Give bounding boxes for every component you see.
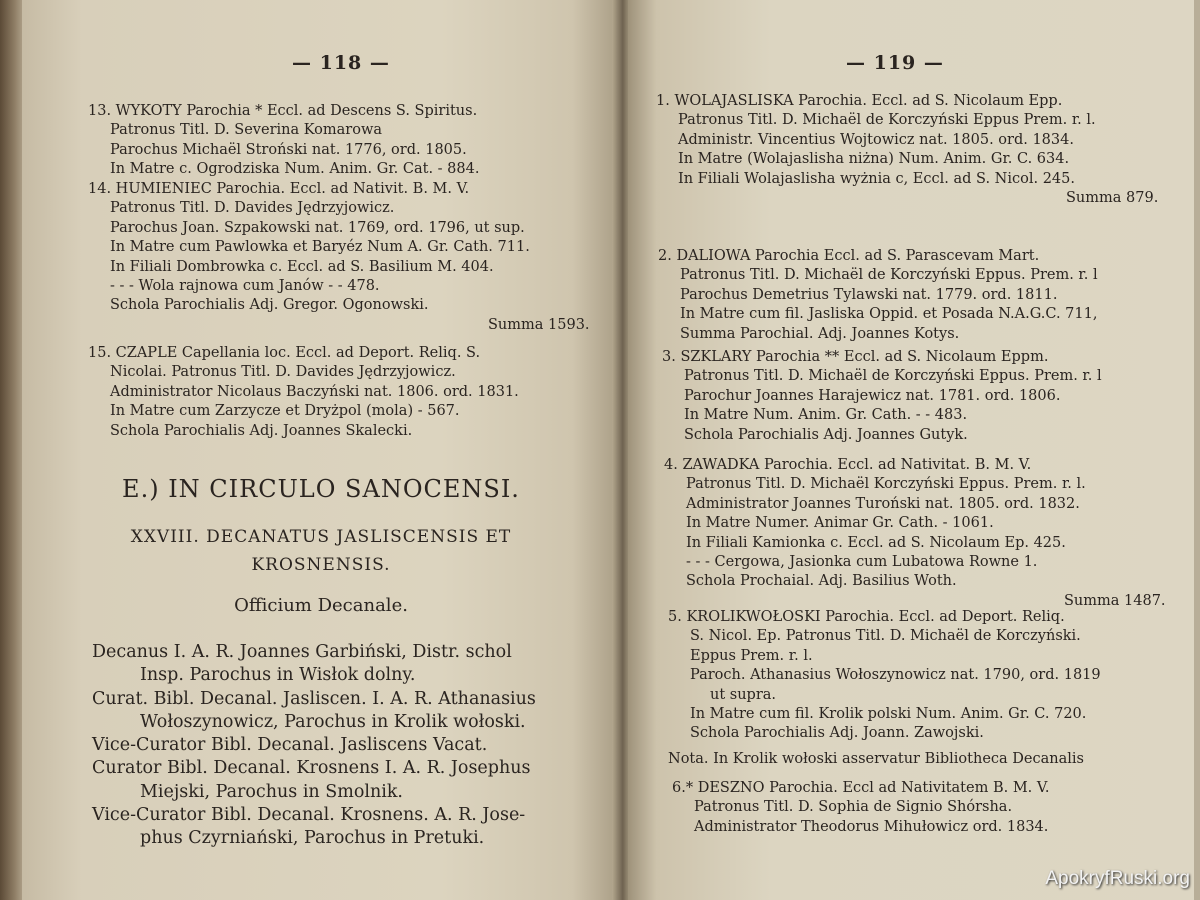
text-line: In Matre Num. Anim. Gr. Cath. - - 483. <box>684 407 968 424</box>
text-line: In Filiali Wolajaslisha wyżnia c, Eccl. ad S. Nicol. 245. <box>678 170 1075 187</box>
text-line: Patronus Titl. D. Davides Jędrzyjowicz. <box>110 200 395 217</box>
entry-deszno <box>672 779 1049 837</box>
text-line: Schola Prochaial. Adj. Basilius Woth. <box>686 573 957 590</box>
watermark-text: ApokryfRuski.org <box>1045 868 1190 889</box>
entry-zawadka <box>664 456 1170 611</box>
entry-szklary <box>662 348 1102 445</box>
decanatus-heading <box>22 523 620 579</box>
text-line: In Matre cum fil. Jasliska Oppid. et Posada N.A.G.C. 711, <box>680 306 1098 323</box>
text-line: Wołoszynowicz, Parochus in Krolik wołoski. <box>140 711 526 732</box>
entry-wolajasliska <box>656 92 1162 208</box>
decanatus-heading-line: XXVIII. DECANATUS JASLISCENSIS ET <box>130 527 512 547</box>
text-line: Nicolai. Patronus Titl. D. Davides Jędrzyjowicz. <box>110 364 456 381</box>
text-line: In Matre c. Ogrodziska Num. Anim. Gr. Cat. - 884. <box>110 161 480 178</box>
text-line: Administrator Joannes Turoński nat. 1805. ord. 1832. <box>686 495 1080 512</box>
text-line: 4. ZAWADKA Parochia. Eccl. ad Nativitat. B. M. V. <box>664 457 1032 473</box>
text-line: In Matre cum Pawlowka et Baryéz Num A. Gr. Cath. 711. <box>110 239 530 256</box>
text-line: Patronus Titl. D. Severina Komarowa <box>110 122 383 139</box>
text-line: - - - Wola rajnowa cum Janów - - 478. <box>110 278 380 295</box>
text-line: In Matre Numer. Animar Gr. Cath. - 1061. <box>686 515 994 532</box>
summa-line: Summa 879. <box>1066 190 1159 207</box>
text-line: Administrator Nicolaus Baczyński nat. 1806. ord. 1831. <box>110 383 519 400</box>
text-line: 5. KROLIKWOŁOSKI Parochia. Eccl. ad Deport. Reliq. <box>668 609 1065 625</box>
right-page <box>628 0 1200 900</box>
text-line: Administr. Vincentius Wojtowicz nat. 1805. ord. 1834. <box>678 131 1074 148</box>
text-line: Patronus Titl. D. Michaël Korczyński Eppus. Prem. r. l. <box>686 476 1086 493</box>
text-line: Administrator Theodorus Mihułowicz ord. 1834. <box>694 818 1049 835</box>
text-line: phus Czyrniański, Parochus in Pretuki. <box>140 828 485 849</box>
text-line: - - - Cergowa, Jasionka cum Lubatowa Rowne 1. <box>686 554 1038 571</box>
text-line: 15. CZAPLE Capellania loc. Eccl. ad Deport. Reliq. S. <box>88 345 481 361</box>
text-line: 13. WYKOTY Parochia * Eccl. ad Descens S. Spiritus. <box>88 103 478 119</box>
text-line: Schola Parochialis Adj. Gregor. Ogonowski. <box>110 297 429 314</box>
text-line: ut supra. <box>710 686 777 703</box>
text-line: Decanus I. A. R. Joannes Garbiński, Distr. schol <box>92 642 512 662</box>
text-line: In Filiali Dombrowka c. Eccl. ad S. Basilium M. 404. <box>110 258 494 275</box>
entry-daliowa <box>658 247 1098 344</box>
text-line: In Matre (Wolajaslisha niżna) Num. Anim. Gr. C. 634. <box>678 151 1070 168</box>
text-line: Schola Parochialis Adj. Joann. Zawojski. <box>690 725 984 742</box>
page-edge <box>1194 0 1200 900</box>
text-line: Parochus Joan. Szpakowski nat. 1769, ord. 1796, ut sup. <box>110 219 525 236</box>
entry-czaple <box>88 344 519 441</box>
text-line: Paroch. Athanasius Wołoszynowicz nat. 1790, ord. 1819 <box>690 667 1101 684</box>
circle-heading: E.) IN CIRCULO SANOCENSI. <box>122 475 520 503</box>
text-line: Curat. Bibl. Decanal. Jasliscen. I. A. R. Athanasius <box>92 688 536 709</box>
text-line: 3. SZKLARY Parochia ** Eccl. ad S. Nicolaum Eppm. <box>662 349 1049 365</box>
text-line: Patronus Titl. D. Michaël de Korczyński Eppus. Prem. r. l <box>680 267 1098 284</box>
text-line: In Matre cum Zarzycze et Dryżpol (mola) - 567. <box>110 403 460 420</box>
text-line: Summa Parochial. Adj. Joannes Kotys. <box>680 325 960 342</box>
decanatus-heading-line: KROSNENSIS. <box>251 555 391 575</box>
text-line: Parochus Demetrius Tylawski nat. 1779. ord. 1811. <box>680 286 1058 303</box>
summa-line: Summa 1593. <box>488 316 590 333</box>
summa-line: Summa 1487. <box>1064 592 1166 609</box>
text-line: Vice-Curator Bibl. Decanal. Jasliscens Vacat. <box>92 735 488 756</box>
entry-wykoty <box>88 102 479 180</box>
text-line: 1. WOLAJASLISKA Parochia. Eccl. ad S. Nicolaum Epp. <box>656 93 1063 109</box>
text-line: Eppus Prem. r. l. <box>690 647 813 664</box>
text-line: In Matre cum fil. Krolik polski Num. Anim. Gr. C. 720. <box>690 706 1087 723</box>
text-line: Patronus Titl. D. Michaël de Korczyński Eppus Prem. r. l. <box>678 112 1096 129</box>
text-line: Patronus Titl. D. Sophia de Signio Shórsha. <box>694 799 1013 816</box>
text-line: 6.* DESZNO Parochia. Eccl ad Nativitatem B. M. V. <box>672 780 1050 796</box>
text-line: Insp. Parochus in Wisłok dolny. <box>140 665 416 686</box>
officium-heading: Officium Decanale. <box>234 595 408 616</box>
text-line: Schola Parochialis Adj. Joannes Skalecki. <box>110 422 413 439</box>
text-line: Schola Parochialis Adj. Joannes Gutyk. <box>684 426 968 443</box>
page-number-left: — 118 — <box>292 52 390 74</box>
entry-krolik-woloski <box>668 608 1101 769</box>
page-number-right: — 119 — <box>846 52 944 74</box>
officium-list <box>92 641 536 851</box>
text-line: S. Nicol. Ep. Patronus Titl. D. Michaël de Korczyński. <box>690 628 1081 645</box>
text-line: 2. DALIOWA Parochia Eccl. ad S. Parascevam Mart. <box>658 248 1040 264</box>
left-page <box>22 0 620 900</box>
text-line: Patronus Titl. D. Michaël de Korczyński Eppus. Prem. r. l <box>684 368 1102 385</box>
text-line: Vice-Curator Bibl. Decanal. Krosnens. A. R. Jose- <box>92 805 526 826</box>
entry-humieniec <box>88 180 594 335</box>
text-line: 14. HUMIENIEC Parochia. Eccl. ad Nativit. B. M. V. <box>88 181 470 197</box>
text-line: Curator Bibl. Decanal. Krosnens I. A. R. Josephus <box>92 758 531 779</box>
nota-line: Nota. In Krolik wołoski asservatur Bibliotheca Decanalis <box>668 750 1084 767</box>
text-line: Parochus Michaël Stroński nat. 1776, ord. 1805. <box>110 141 467 158</box>
text-line: In Filiali Kamionka c. Eccl. ad S. Nicolaum Ep. 425. <box>686 534 1066 551</box>
text-line: Miejski, Parochus in Smolnik. <box>140 781 403 802</box>
text-line: Parochur Joannes Harajewicz nat. 1781. ord. 1806. <box>684 387 1061 404</box>
